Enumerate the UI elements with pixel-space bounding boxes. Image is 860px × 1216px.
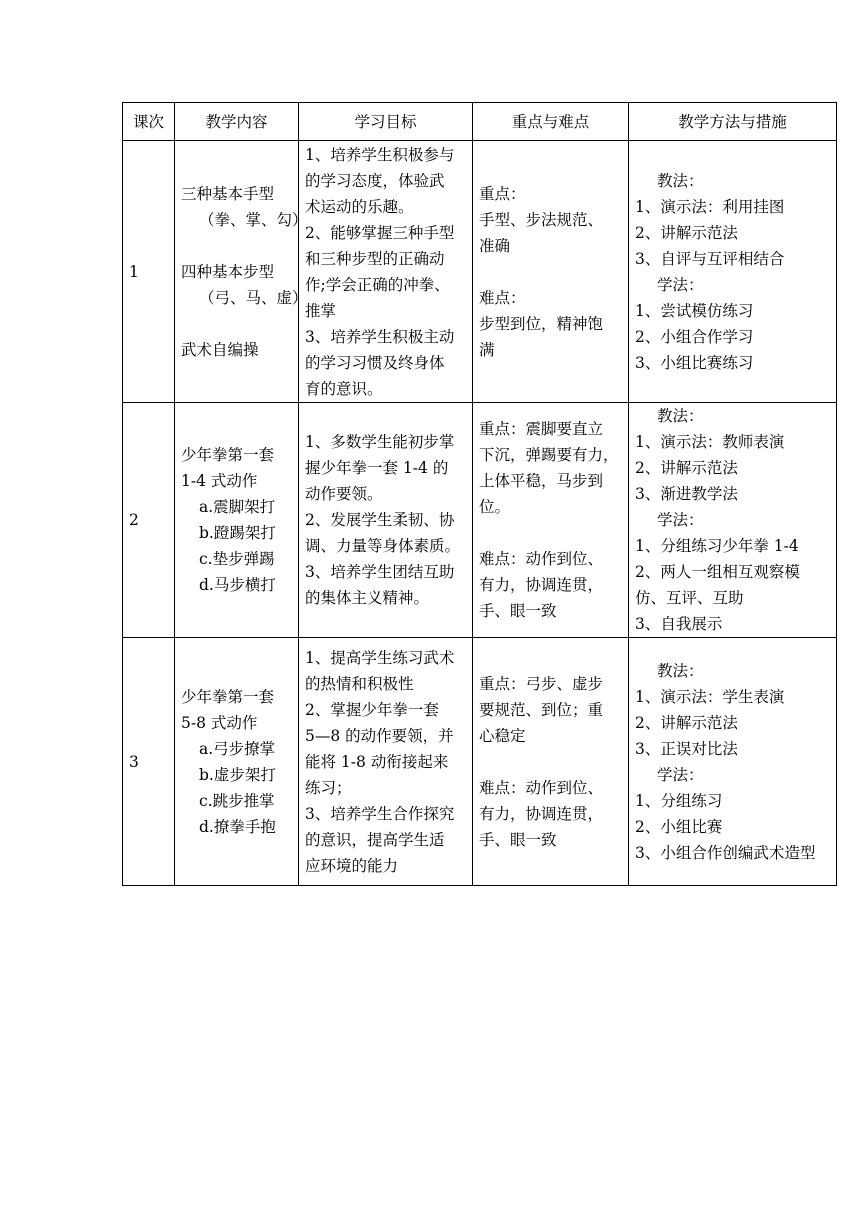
cell-line: 2、小组比赛 (635, 817, 723, 836)
cell-line: 的集体主义精神。 (305, 589, 430, 607)
cell-line: 手、眼一致 (479, 830, 557, 849)
cell-line: 有力，协调连贯， (479, 576, 604, 594)
cell-line: 调、力量等身体素质。 (305, 537, 461, 555)
cell-line: 1、演示法：利用挂图 (635, 197, 785, 216)
cell-line: 育的意识。 (305, 379, 383, 398)
cell-line: 的学习态度，体验武 (305, 171, 445, 190)
cell-line: 手、眼一致 (479, 602, 557, 620)
cell-line: 少年拳第一套 (181, 446, 275, 464)
cell-line: 2、两人一组相互观察模 (635, 563, 800, 581)
blank-line (181, 233, 292, 259)
key-points-cell (473, 403, 629, 638)
content-cell (175, 403, 299, 638)
lesson-plan-table (122, 102, 837, 886)
cell-line: 2、讲解示范法 (635, 459, 738, 477)
content-cell (175, 141, 308, 403)
cell-line: 1、分组练习 (635, 791, 723, 810)
cell-line: 难点： (479, 288, 526, 307)
methods-cell (629, 141, 837, 403)
cell-line: 下沉，弹踢要有力， (479, 446, 619, 464)
cell-line: 2、讲解示范法 (635, 713, 738, 732)
cell-line: 动作要领。 (305, 485, 383, 503)
cell-line: 教法： (657, 661, 704, 680)
lesson-number-cell: 2 (123, 403, 175, 638)
cell-line: 5-8 式动作 (181, 713, 258, 732)
lesson-number-cell: 1 (123, 141, 175, 403)
cell-line: 武术自编操 (181, 340, 259, 359)
lesson-number-cell: 3 (123, 638, 175, 886)
cell-line: 3、培养学生合作探究 (305, 804, 455, 823)
table-row (123, 141, 837, 403)
cell-line: 3、渐进教学法 (635, 485, 738, 503)
cell-line: 有力，协调连贯， (479, 804, 604, 823)
goals-cell (299, 638, 473, 886)
cell-line: 1、演示法：教师表演 (635, 433, 785, 451)
goals-cell (299, 141, 473, 403)
key-points-cell (473, 638, 629, 886)
key-points-cell (473, 141, 629, 403)
cell-line: 3、正误对比法 (635, 739, 738, 758)
methods-cell (629, 403, 837, 638)
cell-line: 2、小组合作学习 (635, 327, 754, 346)
cell-line: 握少年拳一套 1-4 的 (305, 459, 449, 477)
cell-line: 少年拳第一套 (181, 687, 275, 706)
cell-line: 和三种步型的正确动 (305, 249, 445, 268)
cell-line: 要规范、到位；重 (479, 700, 604, 719)
cell-line: 1、提高学生练习武术 (305, 648, 455, 667)
cell-line: 2、讲解示范法 (635, 223, 738, 242)
cell-line: 难点：动作到位、 (479, 550, 604, 568)
blank-line (181, 311, 292, 337)
cell-line: 推掌 (305, 301, 337, 320)
cell-line: 心稳定 (479, 726, 526, 745)
cell-line: （弓、马、虚） (199, 288, 308, 307)
cell-line: b.蹬踢架打 (199, 524, 276, 542)
blank-line (479, 749, 622, 775)
content-cell (175, 638, 299, 886)
cell-line: 的学习习惯及终身体 (305, 353, 445, 372)
cell-line: 教法： (657, 171, 704, 190)
cell-line: 学法： (657, 765, 704, 784)
cell-line: d.马步横打 (199, 576, 276, 594)
cell-line: 5—8 的动作要领，并 (305, 726, 454, 745)
methods-cell (629, 638, 837, 886)
cell-line: 练习； (305, 778, 352, 797)
goals-cell (299, 403, 473, 638)
cell-line: 术运动的乐趣。 (305, 197, 414, 216)
cell-line: 1、多数学生能初步掌 (305, 433, 455, 451)
cell-line: 重点：弓步、虚步 (479, 674, 604, 693)
cell-line: 1、尝试模仿练习 (635, 301, 754, 320)
header-lesson-number: 课次 (123, 103, 175, 141)
cell-line: c.垫步弹踢 (199, 550, 275, 568)
header-methods: 教学方法与措施 (629, 103, 837, 141)
cell-line: 作;学会正确的冲拳、 (305, 275, 450, 294)
cell-line: 上体平稳，马步到 (479, 472, 604, 490)
cell-line: b.虚步架打 (199, 765, 276, 784)
cell-line: 步型到位，精神饱 (479, 314, 604, 333)
header-learning-goals: 学习目标 (299, 103, 473, 141)
cell-line: 三种基本手型 (181, 184, 275, 203)
cell-line: 3、小组合作创编武术造型 (635, 843, 816, 862)
cell-line: 3、小组比赛练习 (635, 353, 754, 372)
header-row (123, 103, 837, 141)
cell-line: （拳、掌、勾） (199, 210, 308, 229)
cell-line: 满 (479, 340, 495, 359)
cell-line: 的热情和积极性 (305, 674, 414, 693)
cell-line: 的意识，提高学生适 (305, 830, 445, 849)
cell-line: c.跳步推掌 (199, 791, 275, 810)
cell-line: 1、培养学生积极参与 (305, 145, 455, 164)
cell-line: 位。 (479, 498, 511, 516)
cell-line: 重点：震脚要直立 (479, 420, 604, 438)
cell-line: 1、演示法：学生表演 (635, 687, 785, 706)
cell-line: 2、掌握少年拳一套 (305, 700, 439, 719)
cell-line: 3、培养学生团结互助 (305, 563, 455, 581)
cell-line: 四种基本步型 (181, 262, 275, 281)
cell-line: 难点：动作到位、 (479, 778, 604, 797)
cell-line: 学法： (657, 275, 704, 294)
cell-line: 2、发展学生柔韧、协 (305, 511, 455, 529)
header-teaching-content: 教学内容 (175, 103, 299, 141)
table-row (123, 638, 837, 886)
cell-line: 重点： (479, 184, 526, 203)
cell-line: 仿、互评、互助 (635, 589, 744, 607)
cell-line: 手型、步法规范、 (479, 210, 604, 229)
blank-line (479, 520, 622, 546)
cell-line: 2、能够掌握三种手型 (305, 223, 455, 242)
cell-line: 应环境的能力 (305, 856, 399, 875)
cell-line: 能将 1-8 动衔接起来 (305, 752, 449, 771)
cell-line: 3、自评与互评相结合 (635, 249, 785, 268)
cell-line: 学法： (657, 511, 704, 529)
cell-line: 教法： (657, 407, 704, 425)
table-row (123, 403, 837, 638)
cell-line: d.撩拳手抱 (199, 817, 276, 836)
blank-line (479, 259, 622, 285)
header-key-points: 重点与难点 (473, 103, 629, 141)
cell-line: a.弓步撩掌 (199, 739, 276, 758)
cell-line: 3、自我展示 (635, 615, 723, 633)
cell-line: 准确 (479, 236, 511, 255)
cell-line: 3、培养学生积极主动 (305, 327, 455, 346)
cell-line: a.震脚架打 (199, 498, 276, 516)
cell-line: 1-4 式动作 (181, 472, 258, 490)
cell-line: 1、分组练习少年拳 1-4 (635, 537, 799, 555)
